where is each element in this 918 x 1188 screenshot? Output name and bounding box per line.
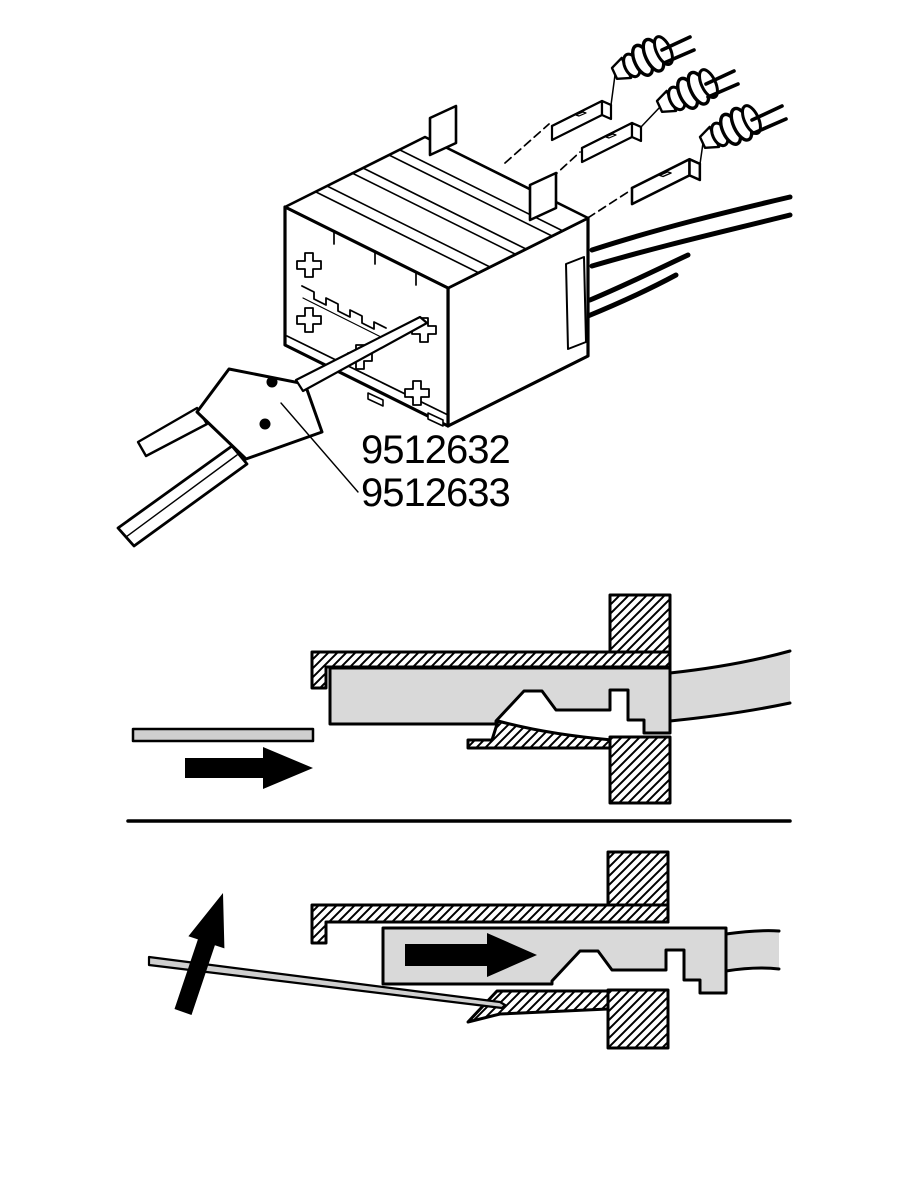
- wire: [726, 931, 779, 971]
- tool-insertion-section-figure: [133, 595, 790, 803]
- terminal-pin: [632, 159, 700, 204]
- part-number-leader-line: [281, 403, 358, 492]
- terminal-pin: [552, 101, 611, 140]
- terminal-pin: [582, 123, 641, 162]
- tool-rivet: [267, 377, 278, 388]
- part-number-line2: 9512633: [361, 471, 510, 515]
- housing-wall-lower: [610, 737, 670, 803]
- housing-side-latch-slot: [566, 257, 586, 349]
- pry-up-arrow-icon: [175, 893, 225, 1015]
- part-number-line1: 9512632: [361, 428, 510, 472]
- part-number-labels: [361, 429, 510, 515]
- tool-rivet: [260, 419, 271, 430]
- tool-handle-strip: [138, 408, 207, 456]
- removal-tool-blade: [133, 729, 313, 741]
- terminal-release-section-figure: [149, 852, 779, 1048]
- terminal-with-seal: [632, 101, 786, 204]
- housing-latch-tab: [430, 106, 456, 155]
- wire: [670, 651, 790, 721]
- terminal-seal-link: [611, 75, 615, 105]
- connector-housing: [285, 106, 588, 426]
- insert-direction-arrow-icon: [185, 747, 313, 789]
- terminal-seal-link: [641, 107, 660, 127]
- wire-seal: [695, 101, 765, 158]
- terminal-assemblies: [552, 32, 786, 204]
- harness-wires: [588, 197, 790, 316]
- terminal-seal-link: [700, 143, 703, 164]
- housing-wall-lower: [608, 990, 668, 1048]
- tool-handle-fold-line: [126, 455, 237, 537]
